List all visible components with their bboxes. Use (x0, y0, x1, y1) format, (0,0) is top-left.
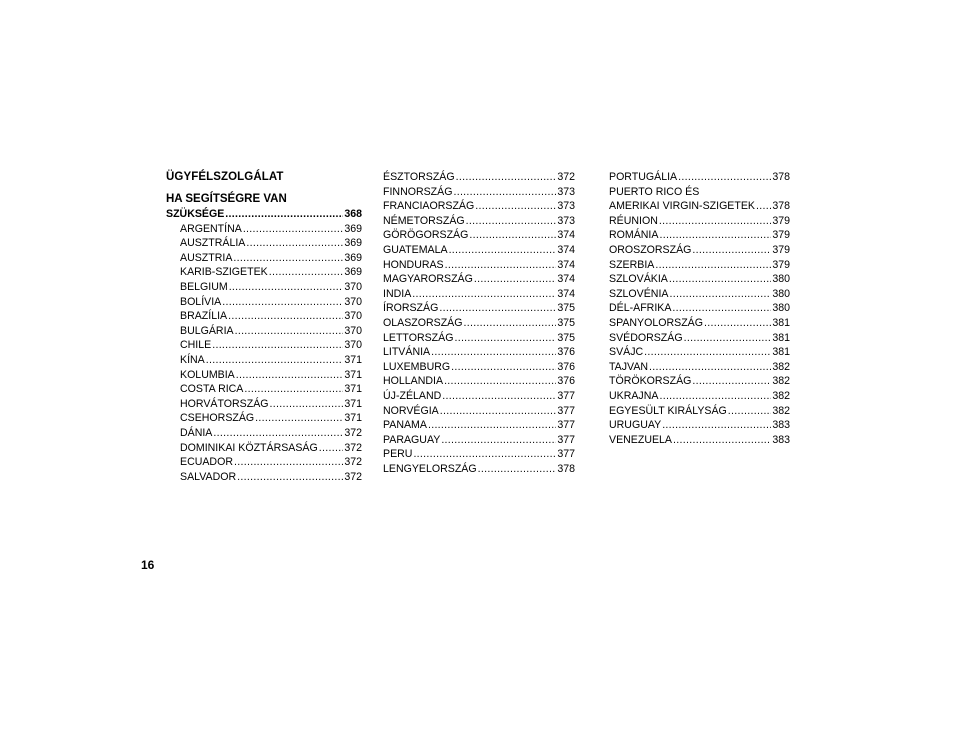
dot-leader (442, 389, 556, 404)
subsection-line-1: HA SEGÍTSÉGRE VAN (166, 193, 287, 205)
dot-leader (269, 265, 344, 280)
toc-entry[interactable] (383, 301, 575, 316)
dot-leader (662, 418, 771, 433)
toc-entry[interactable] (383, 360, 575, 375)
toc-entry-page: 375 (557, 302, 575, 315)
toc-entry-label: UKRAJNA (609, 389, 659, 402)
toc-entry[interactable] (166, 426, 362, 441)
dot-leader (255, 411, 343, 426)
subsection-entry (166, 207, 362, 222)
dot-leader (659, 214, 771, 229)
dot-leader (669, 272, 771, 287)
toc-entry-page: 370 (344, 310, 362, 323)
toc-entry-label: ÍRORSZÁG (383, 302, 439, 315)
toc-entry-page: 370 (344, 324, 362, 337)
toc-entry-label: DÉL-AFRIKA (609, 302, 672, 315)
toc-entry-label: COSTA RICA (180, 383, 244, 396)
toc-list-column-2 (383, 170, 575, 476)
toc-entry-label: TÖRÖKORSZÁG (609, 375, 692, 388)
dot-leader (431, 345, 556, 360)
toc-entry-page: 374 (557, 287, 575, 300)
toc-entry[interactable] (166, 251, 362, 266)
toc-entry[interactable] (609, 331, 790, 346)
toc-entry[interactable] (166, 280, 362, 295)
toc-entry-label: NORVÉGIA (383, 404, 439, 417)
toc-entry-page: 372 (344, 456, 362, 469)
toc-entry-page: 379 (772, 214, 790, 227)
toc-entry-page: 370 (344, 339, 362, 352)
toc-entry-label: SPANYOLORSZÁG (609, 316, 703, 329)
dot-leader (692, 374, 771, 389)
toc-entry[interactable] (609, 214, 790, 229)
toc-entry-label: HOLLANDIA (383, 375, 444, 388)
toc-entry-label: SVÁJC (609, 346, 644, 359)
toc-column-3 (609, 170, 790, 447)
toc-entry[interactable] (609, 272, 790, 287)
toc-entry[interactable] (383, 462, 575, 477)
toc-entry-page: 372 (344, 470, 362, 483)
toc-entry[interactable] (383, 331, 575, 346)
toc-entry-label: KÍNA (180, 353, 205, 366)
toc-entry-page: 380 (772, 302, 790, 315)
toc-entry-label: LENGYELORSZÁG (383, 462, 477, 475)
toc-entry-label: BRAZÍLIA (180, 310, 228, 323)
toc-entry[interactable] (166, 338, 362, 353)
toc-entry[interactable] (383, 374, 575, 389)
dot-leader (449, 243, 557, 258)
toc-entry-label: DOMINIKAI KÖZTÁRSASÁG (180, 441, 318, 454)
toc-entry-label: VENEZUELA (609, 433, 672, 446)
toc-entry[interactable] (383, 199, 575, 214)
dot-leader (453, 185, 556, 200)
toc-entry[interactable] (609, 243, 790, 258)
toc-entry[interactable] (383, 185, 575, 200)
toc-entry[interactable] (166, 265, 362, 280)
toc-entry-label: HONDURAS (383, 258, 444, 271)
toc-entry-page: 382 (772, 389, 790, 402)
toc-entry-page: 372 (344, 441, 362, 454)
toc-entry-label: NÉMETORSZÁG (383, 214, 465, 227)
toc-entry-page: 383 (772, 419, 790, 432)
dot-leader (228, 309, 343, 324)
toc-entry[interactable] (383, 287, 575, 302)
dot-leader (728, 404, 772, 419)
toc-entry[interactable] (609, 199, 790, 214)
toc-entry-label: SZERBIA (609, 258, 655, 271)
subsection-heading[interactable] (166, 192, 362, 222)
dot-leader (692, 243, 771, 258)
toc-entry-label: BELGIUM (180, 280, 228, 293)
toc-entry-label: DÁNIA (180, 426, 213, 439)
toc-entry-label: OROSZORSZÁG (609, 243, 692, 256)
toc-entry-page: 379 (772, 229, 790, 242)
dot-leader (672, 301, 771, 316)
toc-entry-page: 377 (557, 389, 575, 402)
dot-leader (678, 170, 771, 185)
toc-entry-line-1[interactable]: PUERTO RICO ÉS (609, 185, 700, 198)
toc-entry[interactable] (166, 411, 362, 426)
dot-leader (474, 272, 556, 287)
toc-entry[interactable] (383, 228, 575, 243)
toc-entry[interactable] (609, 258, 790, 273)
toc-entry-page: 378 (772, 200, 790, 213)
toc-list-column-1 (166, 222, 362, 485)
toc-entry-label: GUATEMALA (383, 243, 448, 256)
dot-leader (469, 228, 556, 243)
toc-list-column-3 (609, 170, 790, 214)
toc-entry-page: 380 (772, 287, 790, 300)
toc-entry[interactable] (166, 397, 362, 412)
toc-entry-label: LITVÁNIA (383, 346, 431, 359)
dot-leader (659, 389, 771, 404)
toc-entry-label: MAGYARORSZÁG (383, 273, 473, 286)
toc-entry-label: SVÉDORSZÁG (609, 331, 683, 344)
toc-entry[interactable] (383, 433, 575, 448)
toc-entry-page: 374 (557, 229, 575, 242)
toc-entry-label: GÖRÖGORSZÁG (383, 229, 469, 242)
toc-entry[interactable] (166, 455, 362, 470)
dot-leader (229, 280, 344, 295)
toc-entry-page: 371 (344, 397, 362, 410)
toc-entry-page: 383 (772, 433, 790, 446)
dot-leader (456, 170, 557, 185)
toc-entry[interactable] (383, 345, 575, 360)
toc-entry-label: FINNORSZÁG (383, 185, 453, 198)
toc-entry-label: PORTUGÁLIA (609, 171, 678, 183)
toc-entry[interactable] (166, 236, 362, 251)
toc-entry[interactable] (166, 324, 362, 339)
toc-entry-page: 379 (772, 258, 790, 271)
toc-entry[interactable] (609, 301, 790, 316)
toc-entry[interactable] (609, 418, 790, 433)
toc-entry-page: 370 (344, 280, 362, 293)
toc-entry[interactable] (383, 272, 575, 287)
toc-entry-label: ÚJ-ZÉLAND (383, 389, 442, 402)
toc-entry[interactable] (383, 316, 575, 331)
dot-leader (243, 222, 344, 237)
dot-leader (270, 397, 344, 412)
dot-leader (463, 316, 556, 331)
toc-entry-page: 381 (772, 346, 790, 359)
toc-entry-page: 371 (344, 353, 362, 366)
toc-entry-label: BULGÁRIA (180, 324, 234, 337)
dot-leader (319, 441, 344, 456)
toc-entry-label: EGYESÜLT KIRÁLYSÁG (609, 404, 727, 417)
toc-entry-page: 381 (772, 331, 790, 344)
toc-entry-page: 377 (557, 433, 575, 446)
dot-leader (444, 374, 556, 389)
toc-entry-label: KOLUMBIA (180, 368, 235, 381)
toc-entry-page: 369 (344, 222, 362, 235)
toc-entry[interactable] (383, 170, 575, 185)
toc-entry-page: 377 (557, 419, 575, 432)
subsection-line-2: SZÜKSÉGE (166, 208, 225, 220)
dot-leader (684, 331, 772, 346)
toc-entry-label: ÉSZTORSZÁG (383, 171, 455, 183)
toc-entry[interactable] (609, 170, 790, 185)
toc-entry[interactable] (609, 360, 790, 375)
dot-leader (756, 199, 771, 214)
toc-entry-label: OLASZORSZÁG (383, 316, 463, 329)
toc-entry[interactable] (383, 447, 575, 462)
dot-leader (644, 345, 771, 360)
toc-entry-page: 379 (772, 243, 790, 256)
dot-leader (466, 214, 557, 229)
toc-list-column-3-rest (609, 214, 790, 448)
toc-entry[interactable] (166, 295, 362, 310)
dot-leader (659, 228, 771, 243)
toc-entry-label: TAJVAN (609, 360, 649, 373)
toc-entry-label: FRANCIAORSZÁG (383, 200, 475, 213)
toc-entry-page: 374 (557, 258, 575, 271)
toc-entry[interactable] (609, 228, 790, 243)
toc-entry-page: 370 (344, 295, 362, 308)
dot-leader (428, 418, 556, 433)
dot-leader (439, 301, 556, 316)
dot-leader (441, 433, 556, 448)
dot-leader (655, 258, 771, 273)
dot-leader (222, 295, 343, 310)
toc-entry[interactable] (609, 433, 790, 448)
toc-entry[interactable] (166, 382, 362, 397)
toc-entry-page: 378 (772, 171, 790, 183)
toc-entry-page: 377 (557, 404, 575, 417)
toc-entry-label: PARAGUAY (383, 433, 441, 446)
toc-entry-label: INDIA (383, 287, 412, 300)
toc-entry-page: 377 (557, 448, 575, 461)
toc-entry[interactable] (166, 222, 362, 237)
toc-entry-label: CSEHORSZÁG (180, 412, 255, 425)
toc-entry-label: SZLOVÉNIA (609, 287, 669, 300)
toc-entry-page: 375 (557, 316, 575, 329)
dot-leader (413, 447, 556, 462)
toc-entry-page: 373 (557, 200, 575, 213)
dot-leader (475, 199, 556, 214)
dot-leader (237, 470, 343, 485)
toc-entry-page: 371 (344, 383, 362, 396)
dot-leader (445, 258, 557, 273)
toc-entry[interactable] (609, 389, 790, 404)
toc-entry-page: 382 (772, 404, 790, 417)
toc-entry-label: SZLOVÁKIA (609, 273, 668, 286)
toc-entry-page: 372 (344, 426, 362, 439)
toc-entry-page: 373 (557, 185, 575, 198)
toc-entry[interactable] (383, 418, 575, 433)
toc-entry[interactable] (609, 287, 790, 302)
toc-entry-page: 382 (772, 360, 790, 373)
toc-entry-page: 369 (344, 266, 362, 279)
dot-leader (451, 360, 556, 375)
toc-entry-label: LETTORSZÁG (383, 331, 454, 344)
toc-entry[interactable] (166, 441, 362, 456)
dot-leader (704, 316, 771, 331)
toc-entry-label: SALVADOR (180, 470, 237, 483)
dot-leader (236, 368, 344, 383)
dot-leader (234, 455, 343, 470)
toc-column-2 (383, 170, 575, 476)
toc-entry-page: 372 (557, 171, 575, 183)
toc-entry-page: 376 (557, 360, 575, 373)
toc-entry[interactable] (166, 353, 362, 368)
toc-entry-page: 371 (344, 368, 362, 381)
dot-leader (233, 251, 343, 266)
toc-entry-label: PANAMA (383, 419, 427, 432)
toc-entry[interactable] (609, 345, 790, 360)
toc-entry-label: AUSZTRÁLIA (180, 237, 246, 250)
dot-leader (212, 338, 343, 353)
toc-entry-page: 374 (557, 273, 575, 286)
toc-entry[interactable] (166, 309, 362, 324)
subsection-page: 368 (344, 208, 362, 220)
toc-entry-label: ARGENTÍNA (180, 222, 242, 235)
dot-leader (244, 382, 343, 397)
toc-entry-label: LUXEMBURG (383, 360, 451, 373)
toc-entry[interactable] (166, 470, 362, 485)
toc-entry-page: 376 (557, 346, 575, 359)
dot-leader (206, 353, 344, 368)
toc-entry-label: HORVÁTORSZÁG (180, 397, 269, 410)
dot-leader (235, 324, 344, 339)
section-title: ÜGYFÉLSZOLGÁLAT (166, 171, 284, 183)
toc-entry-label: CHILE (180, 339, 212, 352)
toc-entry-page: 371 (344, 412, 362, 425)
dot-leader (440, 404, 557, 419)
dot-leader (454, 331, 556, 346)
page-number: 16 (141, 558, 155, 572)
toc-entry[interactable] (609, 374, 790, 389)
toc-entry-page: 369 (344, 251, 362, 264)
toc-entry[interactable] (383, 404, 575, 419)
toc-entry-page: 382 (772, 375, 790, 388)
dot-leader (213, 426, 343, 441)
toc-entry-page: 378 (557, 462, 575, 475)
dot-leader (669, 287, 771, 302)
dot-leader (412, 287, 556, 302)
toc-entry[interactable] (383, 389, 575, 404)
toc-entry-label: AUSZTRIA (180, 251, 233, 264)
toc-entry-page: 380 (772, 273, 790, 286)
toc-entry[interactable] (383, 214, 575, 229)
toc-entry-label: URUGUAY (609, 419, 662, 432)
toc-entry[interactable] (609, 404, 790, 419)
toc-entry-label: ECUADOR (180, 456, 233, 469)
toc-entry[interactable] (166, 368, 362, 383)
toc-entry[interactable] (383, 258, 575, 273)
toc-entry-label: BOLÍVIA (180, 295, 222, 308)
toc-entry-label: RÉUNION (609, 214, 658, 227)
dot-leader (478, 462, 557, 477)
dot-leader (246, 236, 343, 251)
toc-entry[interactable] (609, 316, 790, 331)
toc-entry-page: 376 (557, 375, 575, 388)
toc-entry-page: 374 (557, 243, 575, 256)
dot-leader (225, 207, 343, 222)
toc-entry-label: KARIB-SZIGETEK (180, 266, 268, 279)
toc-entry-page: 381 (772, 316, 790, 329)
toc-entry-page: 369 (344, 237, 362, 250)
toc-column-1 (166, 170, 362, 484)
toc-entry-page: 373 (557, 214, 575, 227)
toc-entry[interactable] (383, 243, 575, 258)
dot-leader (649, 360, 771, 375)
toc-entry-label: PERU (383, 448, 413, 461)
toc-entry-label: ROMÁNIA (609, 229, 659, 242)
dot-leader (673, 433, 771, 448)
toc-entry-label: AMERIKAI VIRGIN-SZIGETEK (609, 200, 755, 213)
toc-entry-page: 375 (557, 331, 575, 344)
